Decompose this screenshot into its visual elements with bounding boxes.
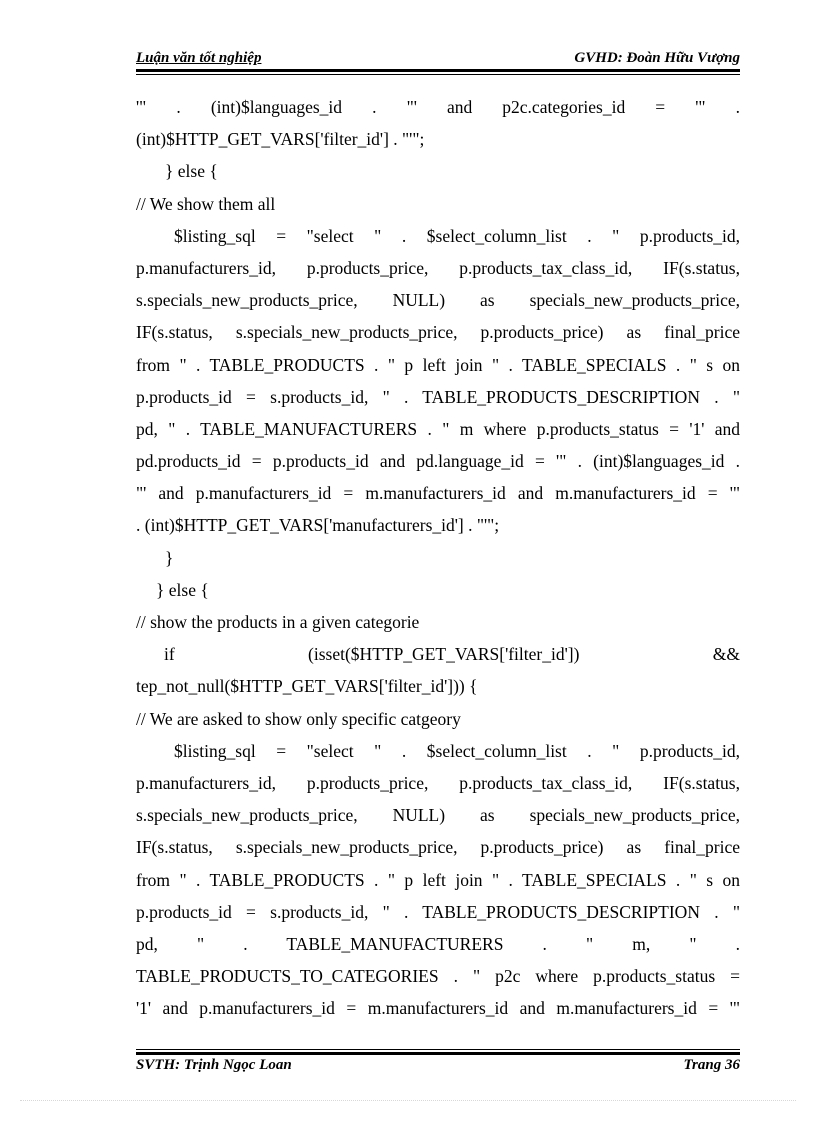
footer-rule-thin <box>136 1049 740 1050</box>
text-line: p.products_id = s.products_id, " . TABLE_PRODUCTS_DESCRIPTION . " <box>136 386 740 407</box>
text-line: p.products_id = s.products_id, " . TABLE_PRODUCTS_DESCRIPTION . " <box>136 901 740 922</box>
footer-page-number: Trang 36 <box>683 1057 740 1073</box>
text-line: from " . TABLE_PRODUCTS . " p left join " . TABLE_SPECIALS . " s on <box>136 869 740 890</box>
text-line: } <box>165 547 174 568</box>
text-line: // show the products in a given categorie <box>136 612 420 632</box>
text-line: $listing_sql = "select " . $select_column_list . " p.products_id, <box>174 225 740 246</box>
text-line: tep_not_null($HTTP_GET_VARS['filter_id'])) { <box>136 676 478 697</box>
text-line: s.specials_new_products_price, NULL) as specials_new_products_price, <box>136 290 740 311</box>
text-line: '" . (int)$languages_id . "' and p2c.categories_id = '" . <box>136 97 740 117</box>
text-line: } else { <box>165 161 218 182</box>
text-line: pd.products_id = p.products_id and pd.language_id = '" . (int)$languages_id . <box>136 451 740 472</box>
text-line: IF(s.status, s.specials_new_products_price, p.products_price) as final_price <box>136 837 740 858</box>
page-footer <box>136 1057 740 1079</box>
text-line: // We are asked to show only specific catgeory <box>136 708 461 729</box>
text-line: from " . TABLE_PRODUCTS . " p left join " . TABLE_SPECIALS . " s on <box>136 354 740 375</box>
header-rule-thin <box>136 74 740 75</box>
text-line: (int)$HTTP_GET_VARS['filter_id'] . "'"; <box>136 129 425 150</box>
footer-student-name: SVTH: Trịnh Ngọc Loan <box>136 1057 292 1073</box>
text-line: pd, " . TABLE_MANUFACTURERS . " m, " . <box>136 933 740 954</box>
text-line: TABLE_PRODUCTS_TO_CATEGORIES . " p2c where p.products_status = <box>136 966 740 987</box>
text-line: p.manufacturers_id, p.products_price, p.products_tax_class_id, IF(s.status, <box>136 772 740 793</box>
text-line: . (int)$HTTP_GET_VARS['manufacturers_id'] . "'"; <box>136 515 500 536</box>
text-line: p.manufacturers_id, p.products_price, p.products_tax_class_id, IF(s.status, <box>136 257 740 278</box>
text-line: pd, " . TABLE_MANUFACTURERS . " m where p.products_status = '1' and <box>136 418 740 439</box>
header-rule-thick <box>136 69 740 72</box>
page-bottom-dotted-divider <box>20 1100 796 1101</box>
text-line: '1' and p.manufacturers_id = m.manufacturers_id and m.manufacturers_id = '" <box>136 998 740 1019</box>
text-line: if (isset($HTTP_GET_VARS['filter_id']) && <box>164 644 740 665</box>
page-header <box>136 46 740 70</box>
code-text-body <box>136 91 740 1024</box>
text-line: // We show them all <box>136 193 276 214</box>
text-line: "' and p.manufacturers_id = m.manufacturers_id and m.manufacturers_id = '" <box>136 483 740 504</box>
footer-rule-thick <box>136 1052 740 1055</box>
header-advisor: GVHD: Đoàn Hữu Vượng <box>574 50 740 66</box>
text-line: } else { <box>156 579 209 600</box>
header-thesis-title: Luận văn tốt nghiệp <box>136 50 262 66</box>
text-line: s.specials_new_products_price, NULL) as specials_new_products_price, <box>136 805 740 826</box>
text-line: $listing_sql = "select " . $select_column_list . " p.products_id, <box>174 740 740 761</box>
text-line: IF(s.status, s.specials_new_products_price, p.products_price) as final_price <box>136 322 740 343</box>
